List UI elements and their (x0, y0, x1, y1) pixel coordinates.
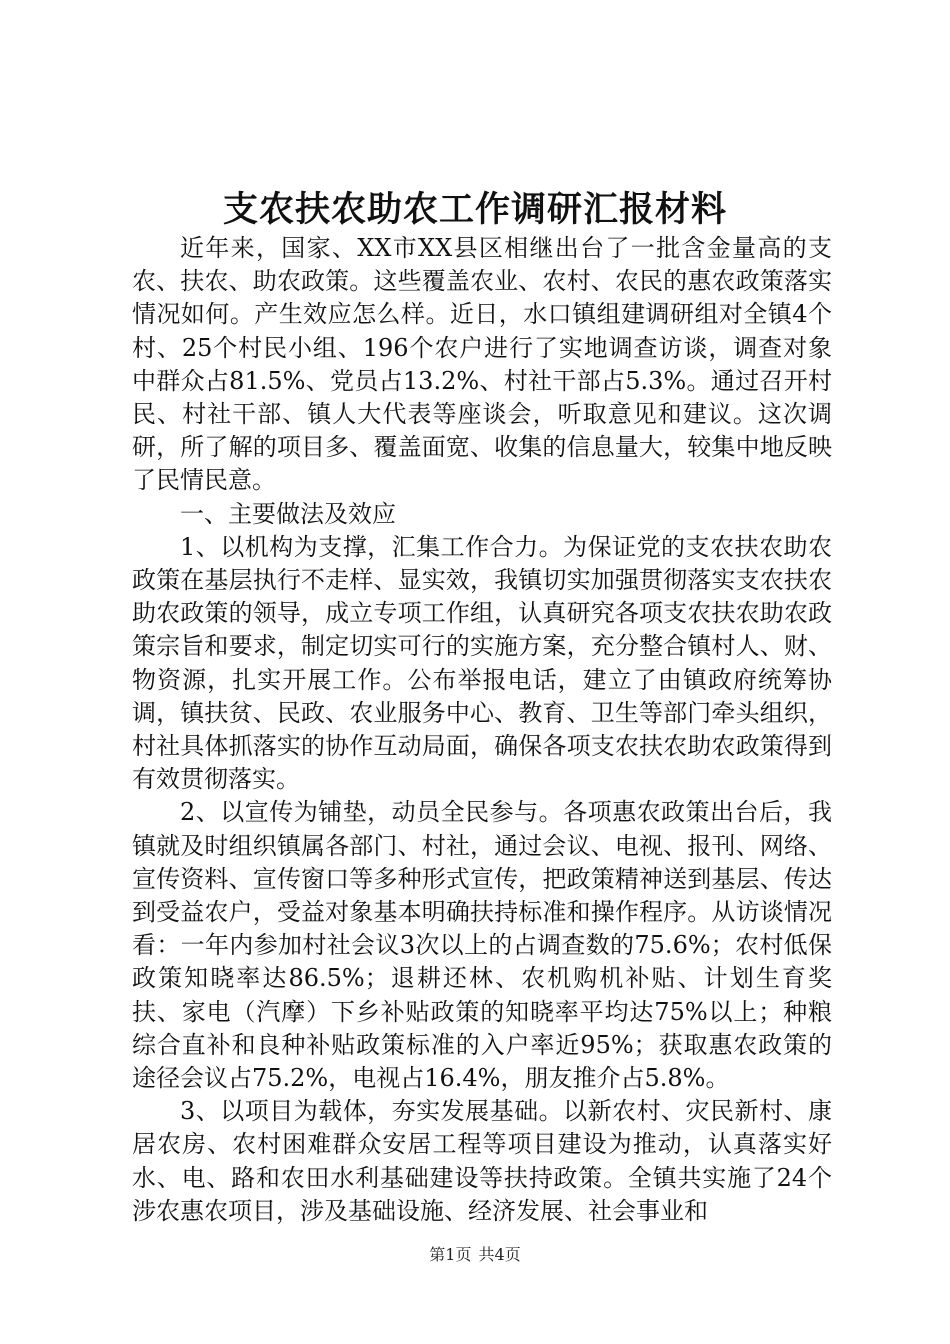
section-heading: 一、主要做法及效应 (180, 499, 396, 528)
paragraph-intro: 近年来，国家、XX市XX县区相继出台了一批含金量高的支农、扶农、助农政策。这些覆盖农业、农村、农民的惠农政策落实情况如何。产生效应怎么样。近日，水口镇组建调研组对全镇4个村、25个村民小组、196个农户进行了实地调查访谈，调查对象中群众占81.5%、党员占13.2%、村社干部占5.3%。通过召开村民、村社干部、镇人大代表等座谈会，听取意见和建议。这次调研，所了解的项目多、覆盖面宽、收集的信息量大，较集中地反映了民情民意。 (132, 234, 832, 495)
paragraph-item-3: 3、以项目为载体，夯实发展基础。以新农村、灾民新村、康居农房、农村困难群众安居工程等项目建设为推动，认真落实好水、电、路和农田水利基础建设等扶持政策。全镇共实施了24个涉农惠农项目，涉及基础设施、经济发展、社会事业和 (132, 1097, 832, 1225)
page-number: 第1页 (429, 1245, 472, 1264)
document-body (132, 232, 832, 1228)
page-total: 共4页 (478, 1245, 521, 1264)
document-title: 支农扶农助农工作调研汇报材料 (222, 189, 727, 230)
paragraph-item-2: 2、以宣传为铺垫，动员全民参与。各项惠农政策出台后，我镇就及时组织镇属各部门、村社，通过会议、电视、报刊、网络、宣传资料、宣传窗口等多种形式宣传，把政策精神送到基层、传达到受益农户，受益对象基本明确扶持标准和操作程序。从访谈情况看：一年内参加村社会议3次以上的占调查数的75.6%；农村低保政策知晓率达86.5%；退耕还林、农机购机补贴、计划生育奖扶、家电（汽摩）下乡补贴政策的知晓率平均达75%以上；种粮综合直补和良种补贴政策标准的入户率近95%；获取惠农政策的途径会议占75.2%，电视占16.4%，朋友推介占5.8%。 (132, 798, 832, 1093)
page-footer (0, 1244, 950, 1266)
paragraph-item-1: 1、以机构为支撑，汇集工作合力。为保证党的支农扶农助农政策在基层执行不走样、显实效，我镇切实加强贯彻落实支农扶农助农政策的领导，成立专项工作组，认真研究各项支农扶农助农政策宗旨和要求，制定切实可行的实施方案，充分整合镇村人、财、物资源，扎实开展工作。公布举报电话，建立了由镇政府统筹协调，镇扶贫、民政、农业服务中心、教育、卫生等部门牵头组织，村社具体抓落实的协作互动局面，确保各项支农扶农助农政策得到有效贯彻落实。 (132, 532, 832, 794)
